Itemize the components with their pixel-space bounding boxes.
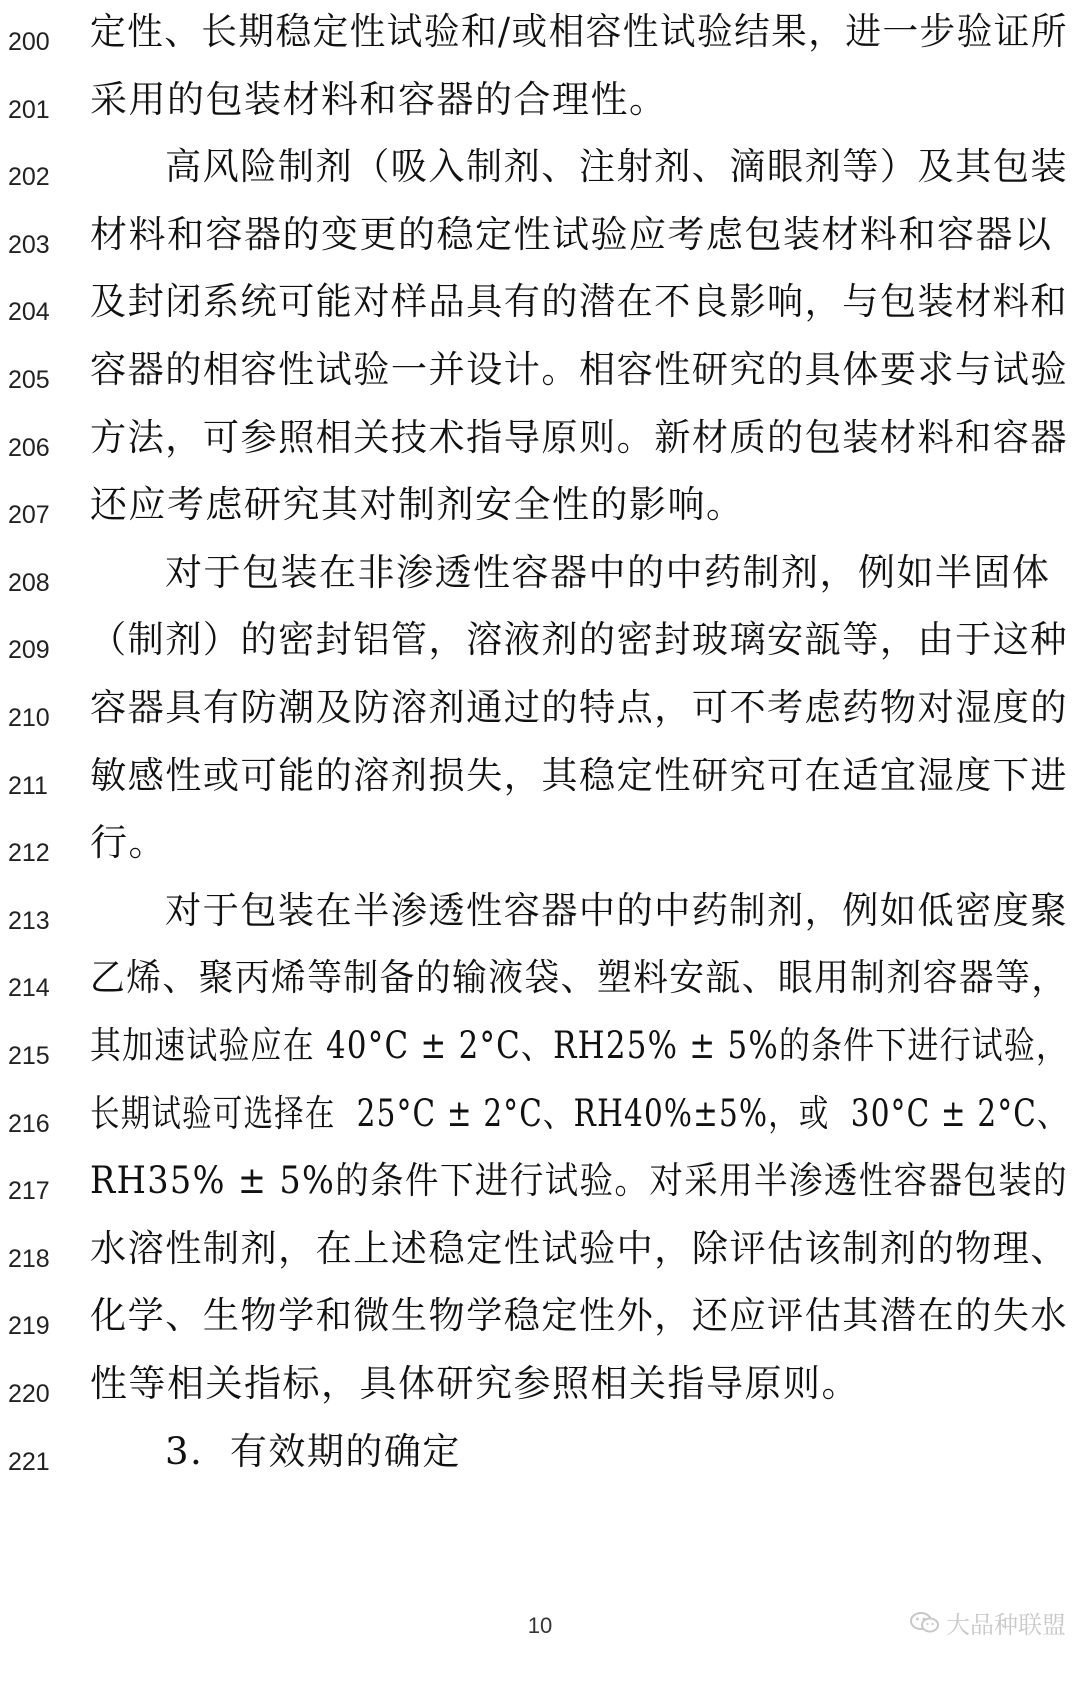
line-text: 材料和容器的变更的稳定性试验应考虑包装材料和容器以 <box>90 212 1053 256</box>
text-line <box>0 141 1080 213</box>
line-number: 208 <box>8 568 50 597</box>
line-text: 对于包装在半渗透性容器中的中药制剂，例如低密度聚 <box>165 888 1069 932</box>
line-text: 化学、生物学和微生物学稳定性外，还应评估其潜在的失水 <box>90 1294 1068 1338</box>
text-line <box>0 1358 1080 1430</box>
text-line <box>0 1020 1080 1092</box>
line-text: 容器的相容性试验一并设计。相容性研究的具体要求与试验 <box>90 348 1068 391</box>
line-number: 202 <box>8 163 50 192</box>
line-text: 对于包装在非渗透性容器中的中药制剂，例如半固体 <box>165 550 1051 594</box>
line-number: 216 <box>8 1109 50 1138</box>
line-number: 214 <box>8 974 50 1003</box>
line-text: 容器具有防潮及防溶剂通过的特点，可不考虑药物对湿度的 <box>90 686 1068 729</box>
line-text: RH35% ± 5%的条件下进行试验。对采用半渗透性容器包装的 <box>90 1159 1069 1203</box>
text-line <box>0 479 1080 551</box>
line-number: 204 <box>8 298 50 327</box>
line-text: 高风险制剂（吸入制剂、注射剂、滴眼剂等）及其包装 <box>165 145 1069 189</box>
wechat-icon <box>910 1611 940 1635</box>
line-number: 206 <box>8 433 50 462</box>
line-number: 220 <box>8 1380 50 1408</box>
line-number: 207 <box>8 501 50 530</box>
line-text: 还应考虑研究其对制剂安全性的影响。 <box>90 483 745 527</box>
text-line <box>0 344 1080 416</box>
page-number: 10 <box>527 1613 553 1638</box>
text-line <box>0 209 1080 281</box>
line-text: 定性、长期稳定性试验和/或相容性试验结果，进一步验证所 <box>90 10 1068 53</box>
text-line <box>0 614 1080 686</box>
line-text: （制剂）的密封铝管，溶液剂的密封玻璃安瓿等，由于这种 <box>90 618 1068 662</box>
line-text: 性等相关指标，具体研究参照相关指导原则。 <box>90 1362 860 1405</box>
text-line <box>0 952 1080 1024</box>
text-line <box>0 885 1080 957</box>
line-text: 敏感性或可能的溶剂损失，其稳定性研究可在适宜湿度下进 <box>90 753 1068 797</box>
watermark-text: 大品种联盟 <box>946 1611 1066 1639</box>
text-line <box>0 276 1080 348</box>
text-line <box>0 1290 1080 1362</box>
line-text: 乙烯、聚丙烯等制备的输液袋、塑料安瓿、眼用制剂容器等， <box>90 956 1068 1000</box>
line-number: 205 <box>8 366 50 394</box>
line-text: 长期试验可选择在 25°C ± 2°C、RH40%±5%，或 30°C ± 2°C、 <box>90 1091 1068 1135</box>
line-text: 3. 有效期的确定 <box>165 1429 461 1473</box>
line-number: 201 <box>8 95 50 124</box>
line-number: 211 <box>8 771 48 800</box>
line-number: 221 <box>8 1447 50 1476</box>
text-line <box>0 412 1080 484</box>
line-text: 水溶性制剂，在上述稳定性试验中，除评估该制剂的物理、 <box>90 1226 1068 1270</box>
text-line <box>0 682 1080 754</box>
line-number: 215 <box>8 1042 50 1070</box>
text-line <box>0 1223 1080 1295</box>
line-number: 213 <box>8 906 50 935</box>
line-number: 203 <box>8 230 50 259</box>
text-line <box>0 74 1080 146</box>
line-number: 210 <box>8 704 50 732</box>
line-number: 209 <box>8 636 50 665</box>
line-number: 218 <box>8 1244 50 1273</box>
text-line <box>0 6 1080 78</box>
line-text: 其加速试验应在 40°C ± 2°C、RH25% ± 5%的条件下进行试验， <box>90 1024 1069 1067</box>
line-number: 200 <box>8 28 50 56</box>
text-line <box>0 1155 1080 1227</box>
line-text: 行。 <box>90 821 167 865</box>
watermark <box>910 1605 1066 1640</box>
line-text: 方法，可参照相关技术指导原则。新材质的包装材料和容器 <box>90 415 1068 459</box>
line-number: 217 <box>8 1177 50 1206</box>
line-number: 212 <box>8 839 50 868</box>
text-line <box>0 547 1080 619</box>
line-text: 采用的包装材料和容器的合理性。 <box>90 77 668 121</box>
line-text: 及封闭系统可能对样品具有的潜在不良影响，与包装材料和 <box>90 280 1068 324</box>
text-line <box>0 1426 1080 1498</box>
text-line <box>0 817 1080 889</box>
text-line <box>0 750 1080 822</box>
line-number: 219 <box>8 1312 50 1341</box>
text-line <box>0 1088 1080 1160</box>
